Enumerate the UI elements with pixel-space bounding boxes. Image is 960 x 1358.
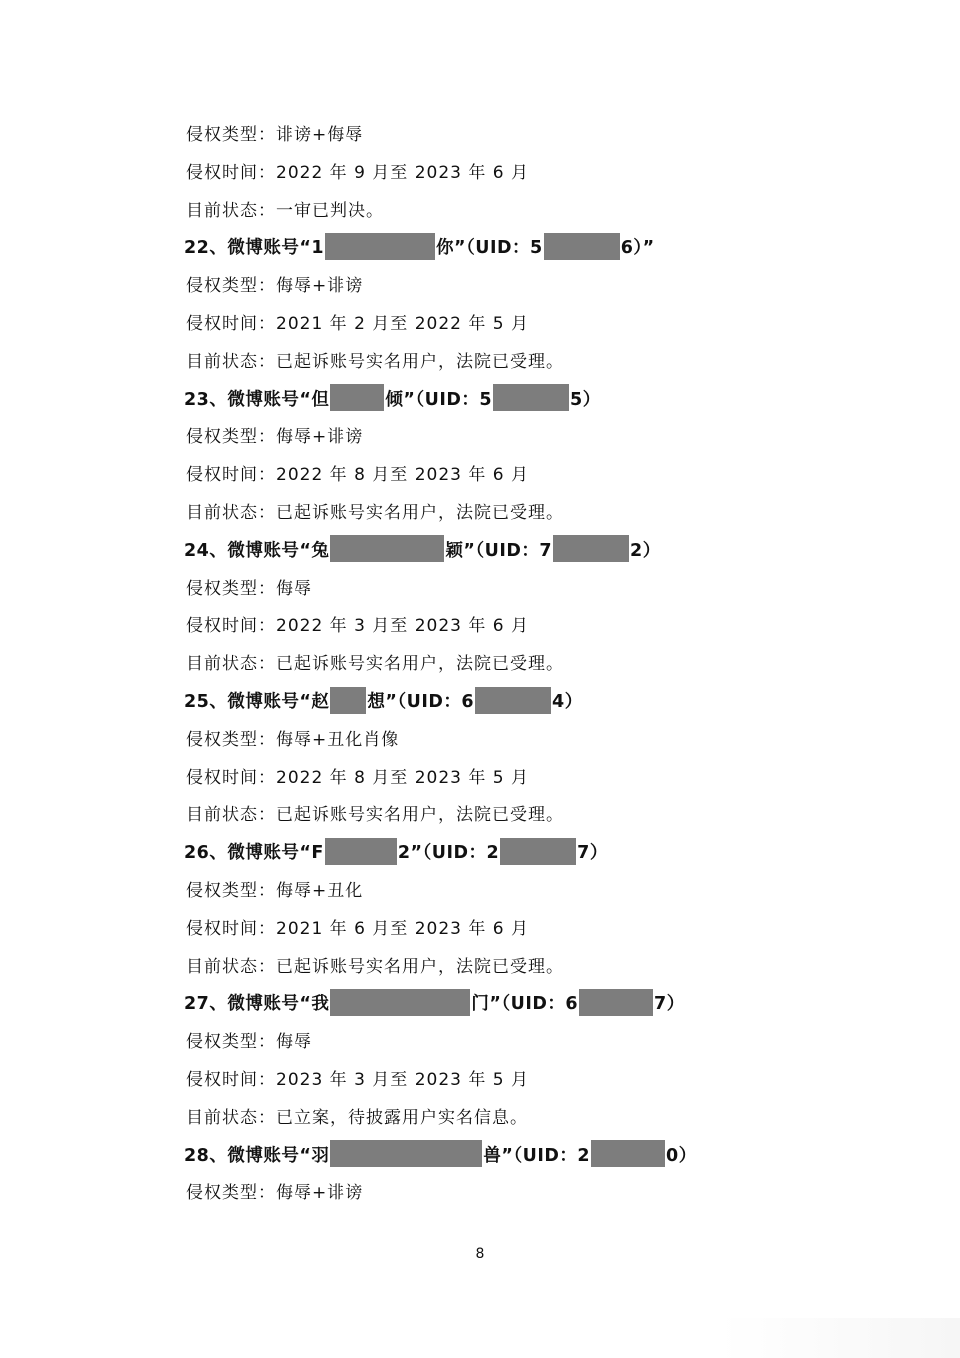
heading-text-part: 7） [654, 994, 685, 1015]
heading-text-part: 你”（UID：5 [436, 238, 543, 259]
entry-detail-line: 侵权类型：侮辱 [186, 1032, 312, 1053]
entry-detail-line: 目前状态：已立案，待披露用户实名信息。 [186, 1107, 528, 1128]
scan-edge-shadow [720, 1318, 960, 1358]
heading-text-part: 22、微博账号“1 [184, 238, 325, 259]
entry-detail-line: 侵权时间：2022 年 8 月至 2023 年 5 月 [186, 767, 529, 788]
heading-text-part: 4） [552, 692, 583, 712]
entry-heading [184, 233, 655, 263]
heading-text-part: 25、微博账号“赵 [184, 692, 330, 712]
entry-detail-line: 目前状态：一审已判决。 [186, 200, 384, 221]
heading-text-part: 0） [666, 1145, 697, 1166]
heading-text-part: 2”（UID：2 [397, 843, 500, 864]
entry-detail-line: 侵权类型：侮辱+丑化 [186, 881, 364, 901]
redacted-uid [591, 1140, 665, 1167]
entry-detail-line: 侵权时间：2022 年 9 月至 2023 年 6 月 [186, 162, 529, 183]
entry-detail-line: 侵权时间：2023 年 3 月至 2023 年 5 月 [186, 1070, 529, 1090]
entry-detail-line: 目前状态：已起诉账号实名用户，法院已受理。 [186, 805, 564, 826]
entry-heading [184, 838, 608, 868]
redacted-uid [553, 535, 629, 562]
redacted-account-name [330, 384, 384, 411]
heading-text-part: 兽”（UID：2 [483, 1145, 591, 1166]
entry-detail-line: 侵权时间：2022 年 8 月至 2023 年 6 月 [186, 465, 529, 486]
heading-text-part: 倾”（UID：5 [385, 389, 493, 410]
entry-detail-line: 侵权时间：2021 年 2 月至 2022 年 5 月 [186, 314, 529, 334]
heading-text-part: 27、微博账号“我 [184, 994, 330, 1015]
redacted-account-name [330, 687, 366, 714]
heading-text-part: 5） [570, 389, 601, 410]
entry-detail-line: 侵权类型：侮辱+诽谤 [186, 1183, 364, 1204]
entry-heading [184, 989, 685, 1019]
entry-heading [184, 385, 601, 415]
redacted-account-name [330, 989, 470, 1016]
redacted-account-name [330, 1140, 482, 1167]
redacted-account-name [325, 838, 397, 865]
heading-text-part: 想”（UID：6 [367, 692, 475, 712]
heading-text-part: 7） [577, 843, 608, 864]
heading-text-part: 24、微博账号“兔 [184, 540, 330, 561]
redacted-uid [500, 838, 576, 865]
entry-heading [184, 536, 661, 566]
entry-detail-line: 目前状态：已起诉账号实名用户，法院已受理。 [186, 503, 564, 523]
heading-text-part: 颖”（UID：7 [445, 540, 553, 561]
heading-text-part: 26、微博账号“F [184, 843, 324, 864]
heading-text-part: 28、微博账号“羽 [184, 1145, 330, 1166]
entry-detail-line: 侵权类型：诽谤+侮辱 [186, 125, 364, 145]
heading-text-part: 23、微博账号“但 [184, 389, 330, 410]
redacted-uid [475, 687, 551, 714]
heading-text-part: 门”（UID：6 [471, 994, 579, 1015]
entry-detail-line: 目前状态：已起诉账号实名用户，法院已受理。 [186, 351, 564, 372]
entry-detail-line: 侵权时间：2021 年 6 月至 2023 年 6 月 [186, 918, 529, 939]
redacted-uid [579, 989, 653, 1016]
redacted-account-name [330, 535, 444, 562]
entry-detail-line: 目前状态：已起诉账号实名用户，法院已受理。 [186, 654, 564, 675]
entry-heading [184, 1141, 697, 1171]
redacted-account-name [325, 233, 435, 260]
heading-text-part: 6）” [620, 238, 655, 259]
entry-detail-line: 侵权时间：2022 年 3 月至 2023 年 6 月 [186, 616, 529, 637]
heading-text-part: 2） [630, 540, 661, 561]
page-number: 8 [475, 1246, 485, 1262]
redacted-uid [544, 233, 620, 260]
entry-detail-line: 目前状态：已起诉账号实名用户，法院已受理。 [186, 956, 564, 977]
entry-detail-line: 侵权类型：侮辱 [186, 578, 312, 599]
entry-detail-line: 侵权类型：侮辱+诽谤 [186, 276, 364, 297]
redacted-uid [493, 384, 569, 411]
entry-detail-line: 侵权类型：侮辱+丑化肖像 [186, 729, 400, 750]
entry-detail-line: 侵权类型：侮辱+诽谤 [186, 427, 364, 448]
entry-heading [184, 687, 583, 717]
